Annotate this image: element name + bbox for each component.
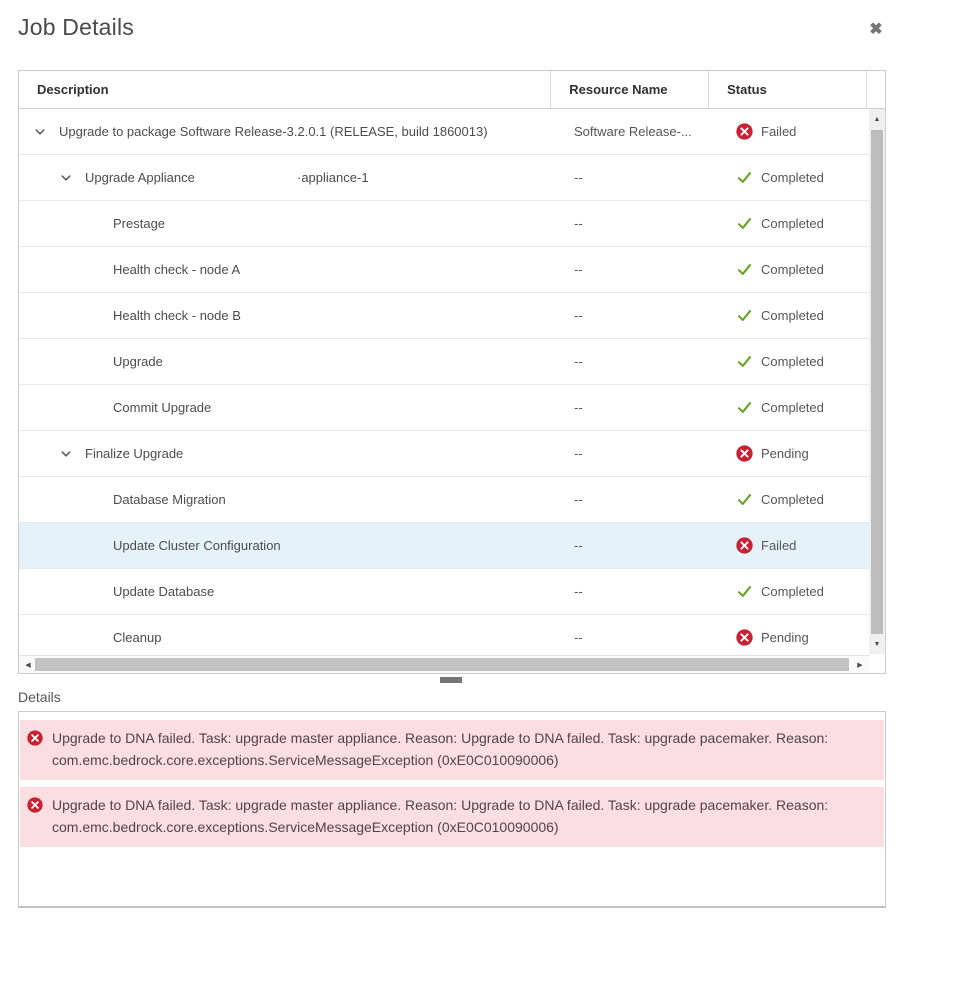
row-description: Finalize Upgrade xyxy=(85,446,184,461)
description-cell xyxy=(19,247,558,292)
status-cell xyxy=(718,477,871,522)
resource-name-cell: Software Release-... xyxy=(574,124,692,139)
row-description-extra: ·appliance-1 xyxy=(297,170,369,185)
resource-name-cell: -- xyxy=(574,400,583,415)
row-description: Database Migration xyxy=(113,492,226,507)
chevron-placeholder xyxy=(87,262,113,278)
column-header-resource-name[interactable] xyxy=(550,71,708,108)
scroll-up-arrow-icon[interactable]: ▲ xyxy=(873,115,881,123)
status-badge: Completed xyxy=(761,584,824,599)
table-row[interactable] xyxy=(19,569,871,615)
table-row[interactable] xyxy=(19,385,871,431)
status-error-icon xyxy=(736,537,753,554)
row-description: Prestage xyxy=(113,216,166,231)
status-badge: Completed xyxy=(761,216,824,231)
status-badge: Failed xyxy=(761,538,797,553)
error-message-text: Upgrade to DNA failed. Task: upgrade master appliance. Reason: Upgrade to DNA failed. Task: upgrade pacemaker. Reason: com.emc.bedrock.core.exceptions.ServiceMessageException (0xE0C010090006) xyxy=(52,797,829,835)
row-description: Update Database xyxy=(113,584,215,599)
error-circle-icon xyxy=(27,730,43,746)
table-row[interactable] xyxy=(19,247,871,293)
status-badge: Pending xyxy=(761,446,809,461)
table-row[interactable] xyxy=(19,109,871,155)
chevron-placeholder xyxy=(87,216,113,232)
column-header-label: Description xyxy=(37,82,109,97)
close-icon: ✖ xyxy=(869,21,883,38)
resource-name-cell: -- xyxy=(574,354,583,369)
description-cell xyxy=(19,615,558,657)
description-cell xyxy=(19,385,558,430)
column-header-filler xyxy=(866,71,885,108)
status-error-icon xyxy=(736,123,753,140)
vertical-scrollbar[interactable] xyxy=(869,109,885,654)
row-description: Upgrade to package Software Release-3.2.0.1 (RELEASE, build 1860013) xyxy=(59,124,488,139)
details-panel xyxy=(18,711,886,908)
row-description: Health check - node A xyxy=(113,262,241,277)
status-error-icon xyxy=(736,445,753,462)
resource-name-cell: -- xyxy=(574,308,583,323)
row-description: Update Cluster Configuration xyxy=(113,538,281,553)
scroll-left-arrow-icon[interactable]: ◀ xyxy=(25,661,31,669)
table-row[interactable] xyxy=(19,477,871,523)
status-check-icon xyxy=(736,583,753,600)
scroll-down-arrow-icon[interactable]: ▼ xyxy=(873,640,881,648)
scrollbar-corner xyxy=(869,655,885,673)
status-cell xyxy=(718,247,871,292)
resource-name-cell: -- xyxy=(574,538,583,553)
description-cell xyxy=(19,155,558,200)
table-row[interactable] xyxy=(19,293,871,339)
chevron-placeholder xyxy=(87,584,113,600)
status-check-icon xyxy=(736,261,753,278)
description-cell xyxy=(19,201,558,246)
table-row[interactable] xyxy=(19,201,871,247)
chevron-placeholder xyxy=(87,354,113,370)
horizontal-scrollbar[interactable] xyxy=(19,655,869,673)
resource-name-cell: -- xyxy=(574,630,583,645)
row-description: Commit Upgrade xyxy=(113,400,212,415)
column-header-label: Resource Name xyxy=(569,82,668,97)
status-badge: Completed xyxy=(761,354,824,369)
description-cell xyxy=(19,477,558,522)
status-check-icon xyxy=(736,215,753,232)
status-badge: Pending xyxy=(761,630,809,645)
status-badge: Completed xyxy=(761,170,824,185)
chevron-placeholder xyxy=(87,400,113,416)
description-cell xyxy=(19,431,558,476)
column-header-label: Status xyxy=(727,82,767,97)
table-row[interactable] xyxy=(19,431,871,477)
status-check-icon xyxy=(736,353,753,370)
status-cell xyxy=(718,109,871,154)
status-check-icon xyxy=(736,399,753,416)
status-cell xyxy=(718,155,871,200)
details-section-label: Details xyxy=(18,689,61,705)
chevron-placeholder xyxy=(87,308,113,324)
chevron-placeholder xyxy=(87,538,113,554)
status-check-icon xyxy=(736,307,753,324)
table-row[interactable] xyxy=(19,523,871,569)
chevron-down-icon[interactable] xyxy=(59,446,85,462)
table-row[interactable] xyxy=(19,155,871,201)
status-cell xyxy=(718,431,871,476)
row-description: Upgrade xyxy=(113,354,163,369)
job-steps-table xyxy=(18,70,886,674)
error-circle-icon xyxy=(27,797,43,813)
status-cell xyxy=(718,339,871,384)
status-badge: Completed xyxy=(761,308,824,323)
resource-name-cell: -- xyxy=(574,262,583,277)
description-cell xyxy=(19,293,558,338)
status-error-icon xyxy=(736,629,753,646)
error-message xyxy=(20,787,884,847)
status-cell xyxy=(718,523,871,568)
resource-name-cell: -- xyxy=(574,446,583,461)
scroll-right-arrow-icon[interactable]: ▶ xyxy=(857,661,863,669)
description-cell xyxy=(19,523,558,568)
chevron-down-icon[interactable] xyxy=(59,170,85,186)
resource-name-cell: -- xyxy=(574,216,583,231)
status-badge: Completed xyxy=(761,262,824,277)
resource-name-cell: -- xyxy=(574,170,583,185)
table-row[interactable] xyxy=(19,615,871,657)
panel-resize-handle[interactable] xyxy=(440,677,462,683)
column-header-status[interactable] xyxy=(708,71,866,108)
description-cell xyxy=(19,339,558,384)
chevron-down-icon[interactable] xyxy=(33,124,59,140)
error-message xyxy=(20,720,884,780)
resource-name-cell: -- xyxy=(574,492,583,507)
column-header-description[interactable] xyxy=(19,71,550,108)
status-badge: Completed xyxy=(761,492,824,507)
row-description: Health check - node B xyxy=(113,308,241,323)
horizontal-scrollbar-thumb[interactable] xyxy=(35,658,849,671)
page-title: Job Details xyxy=(18,14,134,40)
status-cell xyxy=(718,385,871,430)
status-cell xyxy=(718,293,871,338)
description-cell xyxy=(19,569,558,614)
chevron-placeholder xyxy=(87,492,113,508)
resource-name-cell: -- xyxy=(574,584,583,599)
close-button[interactable] xyxy=(864,17,888,41)
status-badge: Completed xyxy=(761,400,824,415)
status-check-icon xyxy=(736,169,753,186)
row-description: Upgrade Appliance xyxy=(85,170,195,185)
table-header-row xyxy=(19,71,885,109)
status-cell xyxy=(718,615,871,657)
error-message-text: Upgrade to DNA failed. Task: upgrade master appliance. Reason: Upgrade to DNA failed. Task: upgrade pacemaker. Reason: com.emc.bedrock.core.exceptions.ServiceMessageException (0xE0C010090006) xyxy=(52,730,829,768)
table-row[interactable] xyxy=(19,339,871,385)
status-check-icon xyxy=(736,491,753,508)
status-cell xyxy=(718,201,871,246)
description-cell xyxy=(19,109,558,154)
status-badge: Failed xyxy=(761,124,797,139)
chevron-placeholder xyxy=(87,630,113,646)
status-cell xyxy=(718,569,871,614)
row-description: Cleanup xyxy=(113,630,162,645)
vertical-scrollbar-thumb[interactable] xyxy=(871,130,883,634)
grid-body xyxy=(19,109,871,657)
